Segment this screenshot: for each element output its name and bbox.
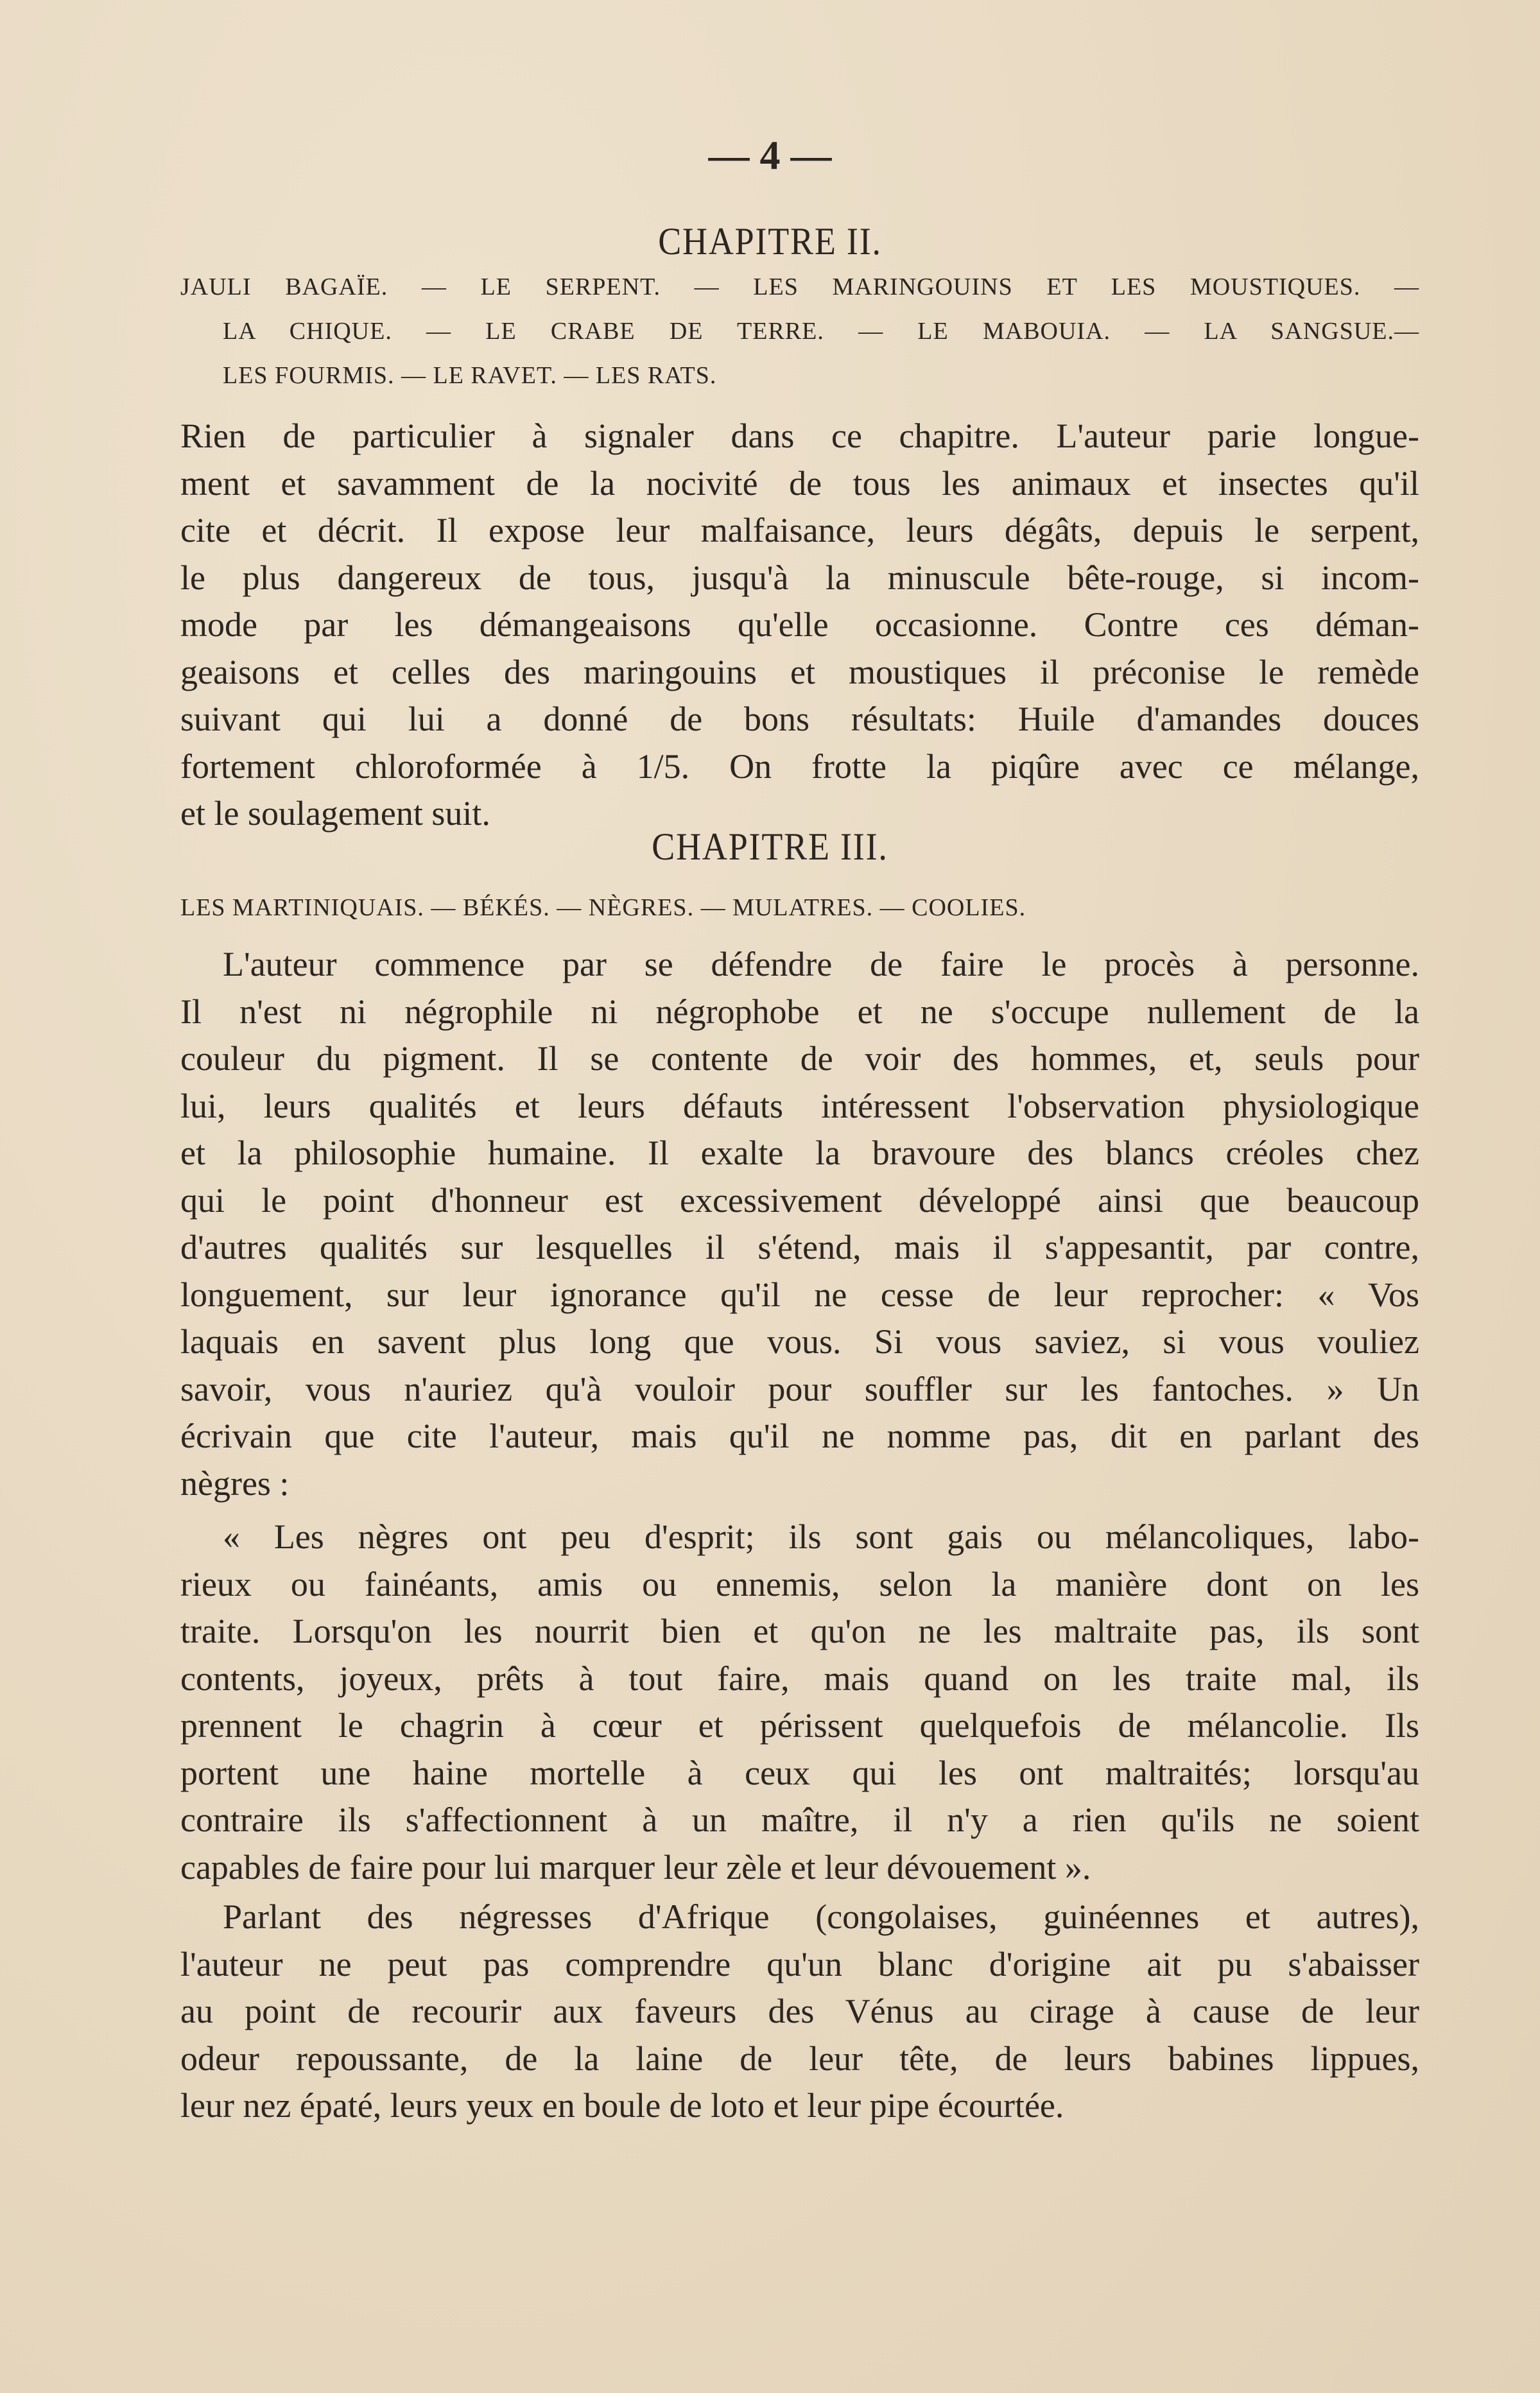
text-line: au point de recourir aux faveurs des Vénus au cirage à cause de leur (180, 1992, 1419, 2030)
text-line: suivant qui lui a donné de bons résultats: Huile d'amandes douces (180, 700, 1419, 738)
text-line: « Les nègres ont peu d'esprit; ils sont gais ou mélancoliques, labo- (223, 1517, 1419, 1556)
chapter-2-subtitle (180, 265, 1419, 398)
text-line: portent une haine mortelle à ceux qui les ont maltraités; lorsqu'au (180, 1753, 1419, 1792)
text-line: geaisons et celles des maringouins et moustiques il préconise le remède (180, 652, 1419, 691)
chapter-3-title: CHAPITRE III. (652, 825, 888, 868)
chapter-3-paragraph-1 (180, 941, 1419, 1507)
chapter-3-paragraph-3 (180, 1894, 1419, 2130)
chapter-3-subtitle (180, 886, 1419, 930)
subtitle-line: LES FOURMIS. — LE RAVET. — LES RATS. (223, 362, 717, 389)
chapter-3-paragraph-2 (180, 1514, 1419, 1891)
text-line: traite. Lorsqu'on les nourrit bien et qu'on ne les maltraite pas, ils sont (180, 1612, 1419, 1650)
subtitle-line: LA CHIQUE. — LE CRABE DE TERRE. — LE MABOUIA. — LA SANGSUE.— (223, 318, 1419, 345)
text-line: et la philosophie humaine. Il exalte la bravoure des blancs créoles chez (180, 1134, 1419, 1172)
text-line: prennent le chagrin à cœur et périssent quelquefois de mélancolie. Ils (180, 1706, 1419, 1745)
text-line: et le soulagement suit. (180, 794, 490, 833)
text-line: L'auteur commence par se défendre de faire le procès à personne. (223, 945, 1419, 983)
text-line: mode par les démangeaisons qu'elle occasionne. Contre ces déman- (180, 605, 1419, 644)
text-line: cite et décrit. Il expose leur malfaisance, leurs dégâts, depuis le serpent, (180, 511, 1419, 549)
text-line: contraire ils s'affectionnent à un maître, il n'y a rien qu'ils ne soient (180, 1801, 1419, 1839)
page-number: — 4 — (708, 132, 832, 178)
chapter-2-paragraph-1 (180, 413, 1419, 838)
text-line: contents, joyeux, prêts à tout faire, mais quand on les traite mal, ils (180, 1659, 1419, 1698)
chapter-2-title: CHAPITRE II. (658, 220, 882, 263)
text-line: Rien de particulier à signaler dans ce chapitre. L'auteur parie longue- (180, 417, 1419, 455)
text-line: l'auteur ne peut pas comprendre qu'un blanc d'origine ait pu s'abaisser (180, 1944, 1419, 1983)
text-line: leur nez épaté, leurs yeux en boule de loto et leur pipe écourtée. (180, 2086, 1064, 2125)
text-line: d'autres qualités sur lesquelles il s'étend, mais il s'appesantit, par contre, (180, 1228, 1419, 1266)
text-line: savoir, vous n'auriez qu'à vouloir pour souffler sur les fantoches. » Un (180, 1369, 1419, 1408)
text-line: couleur du pigment. Il se contente de voir des hommes, et, seuls pour (180, 1039, 1419, 1078)
text-line: longuement, sur leur ignorance qu'il ne cesse de leur reprocher: « Vos (180, 1275, 1419, 1314)
text-line: laquais en savent plus long que vous. Si vous saviez, si vous vouliez (180, 1322, 1419, 1361)
text-line: nègres : (180, 1464, 290, 1503)
text-line: le plus dangereux de tous, jusqu'à la minuscule bête-rouge, si incom- (180, 558, 1419, 597)
text-line: ment et savamment de la nocivité de tous les animaux et insectes qu'il (180, 463, 1419, 503)
text-line: écrivain que cite l'auteur, mais qu'il ne nomme pas, dit en parlant des (180, 1417, 1419, 1455)
text-line: lui, leurs qualités et leurs défauts intéressent l'observation physiologique (180, 1086, 1419, 1125)
text-line: qui le point d'honneur est excessivement développé ainsi que beaucoup (180, 1180, 1419, 1220)
text-line: capables de faire pour lui marquer leur zèle et leur dévouement ». (180, 1847, 1091, 1887)
text-line: odeur repoussante, de la laine de leur tête, de leurs babines lippues, (180, 2039, 1419, 2078)
subtitle-line: JAULI BAGAÏE. — LE SERPENT. — LES MARINGOUINS ET LES MOUSTIQUES. — (180, 273, 1419, 300)
text-line: Parlant des négresses d'Afrique (congolaises, guinéennes et autres), (223, 1897, 1419, 1936)
subtitle-line: LES MARTINIQUAIS. — BÉKÉS. — NÈGRES. — MULATRES. — COOLIES. (180, 894, 1026, 921)
text-line: Il n'est ni négrophile ni négrophobe et ne s'occupe nullement de la (180, 992, 1419, 1031)
text-line: fortement chloroformée à 1/5. On frotte la piqûre avec ce mélange, (180, 747, 1419, 786)
text-line: rieux ou fainéants, amis ou ennemis, selon la manière dont on les (180, 1564, 1419, 1603)
